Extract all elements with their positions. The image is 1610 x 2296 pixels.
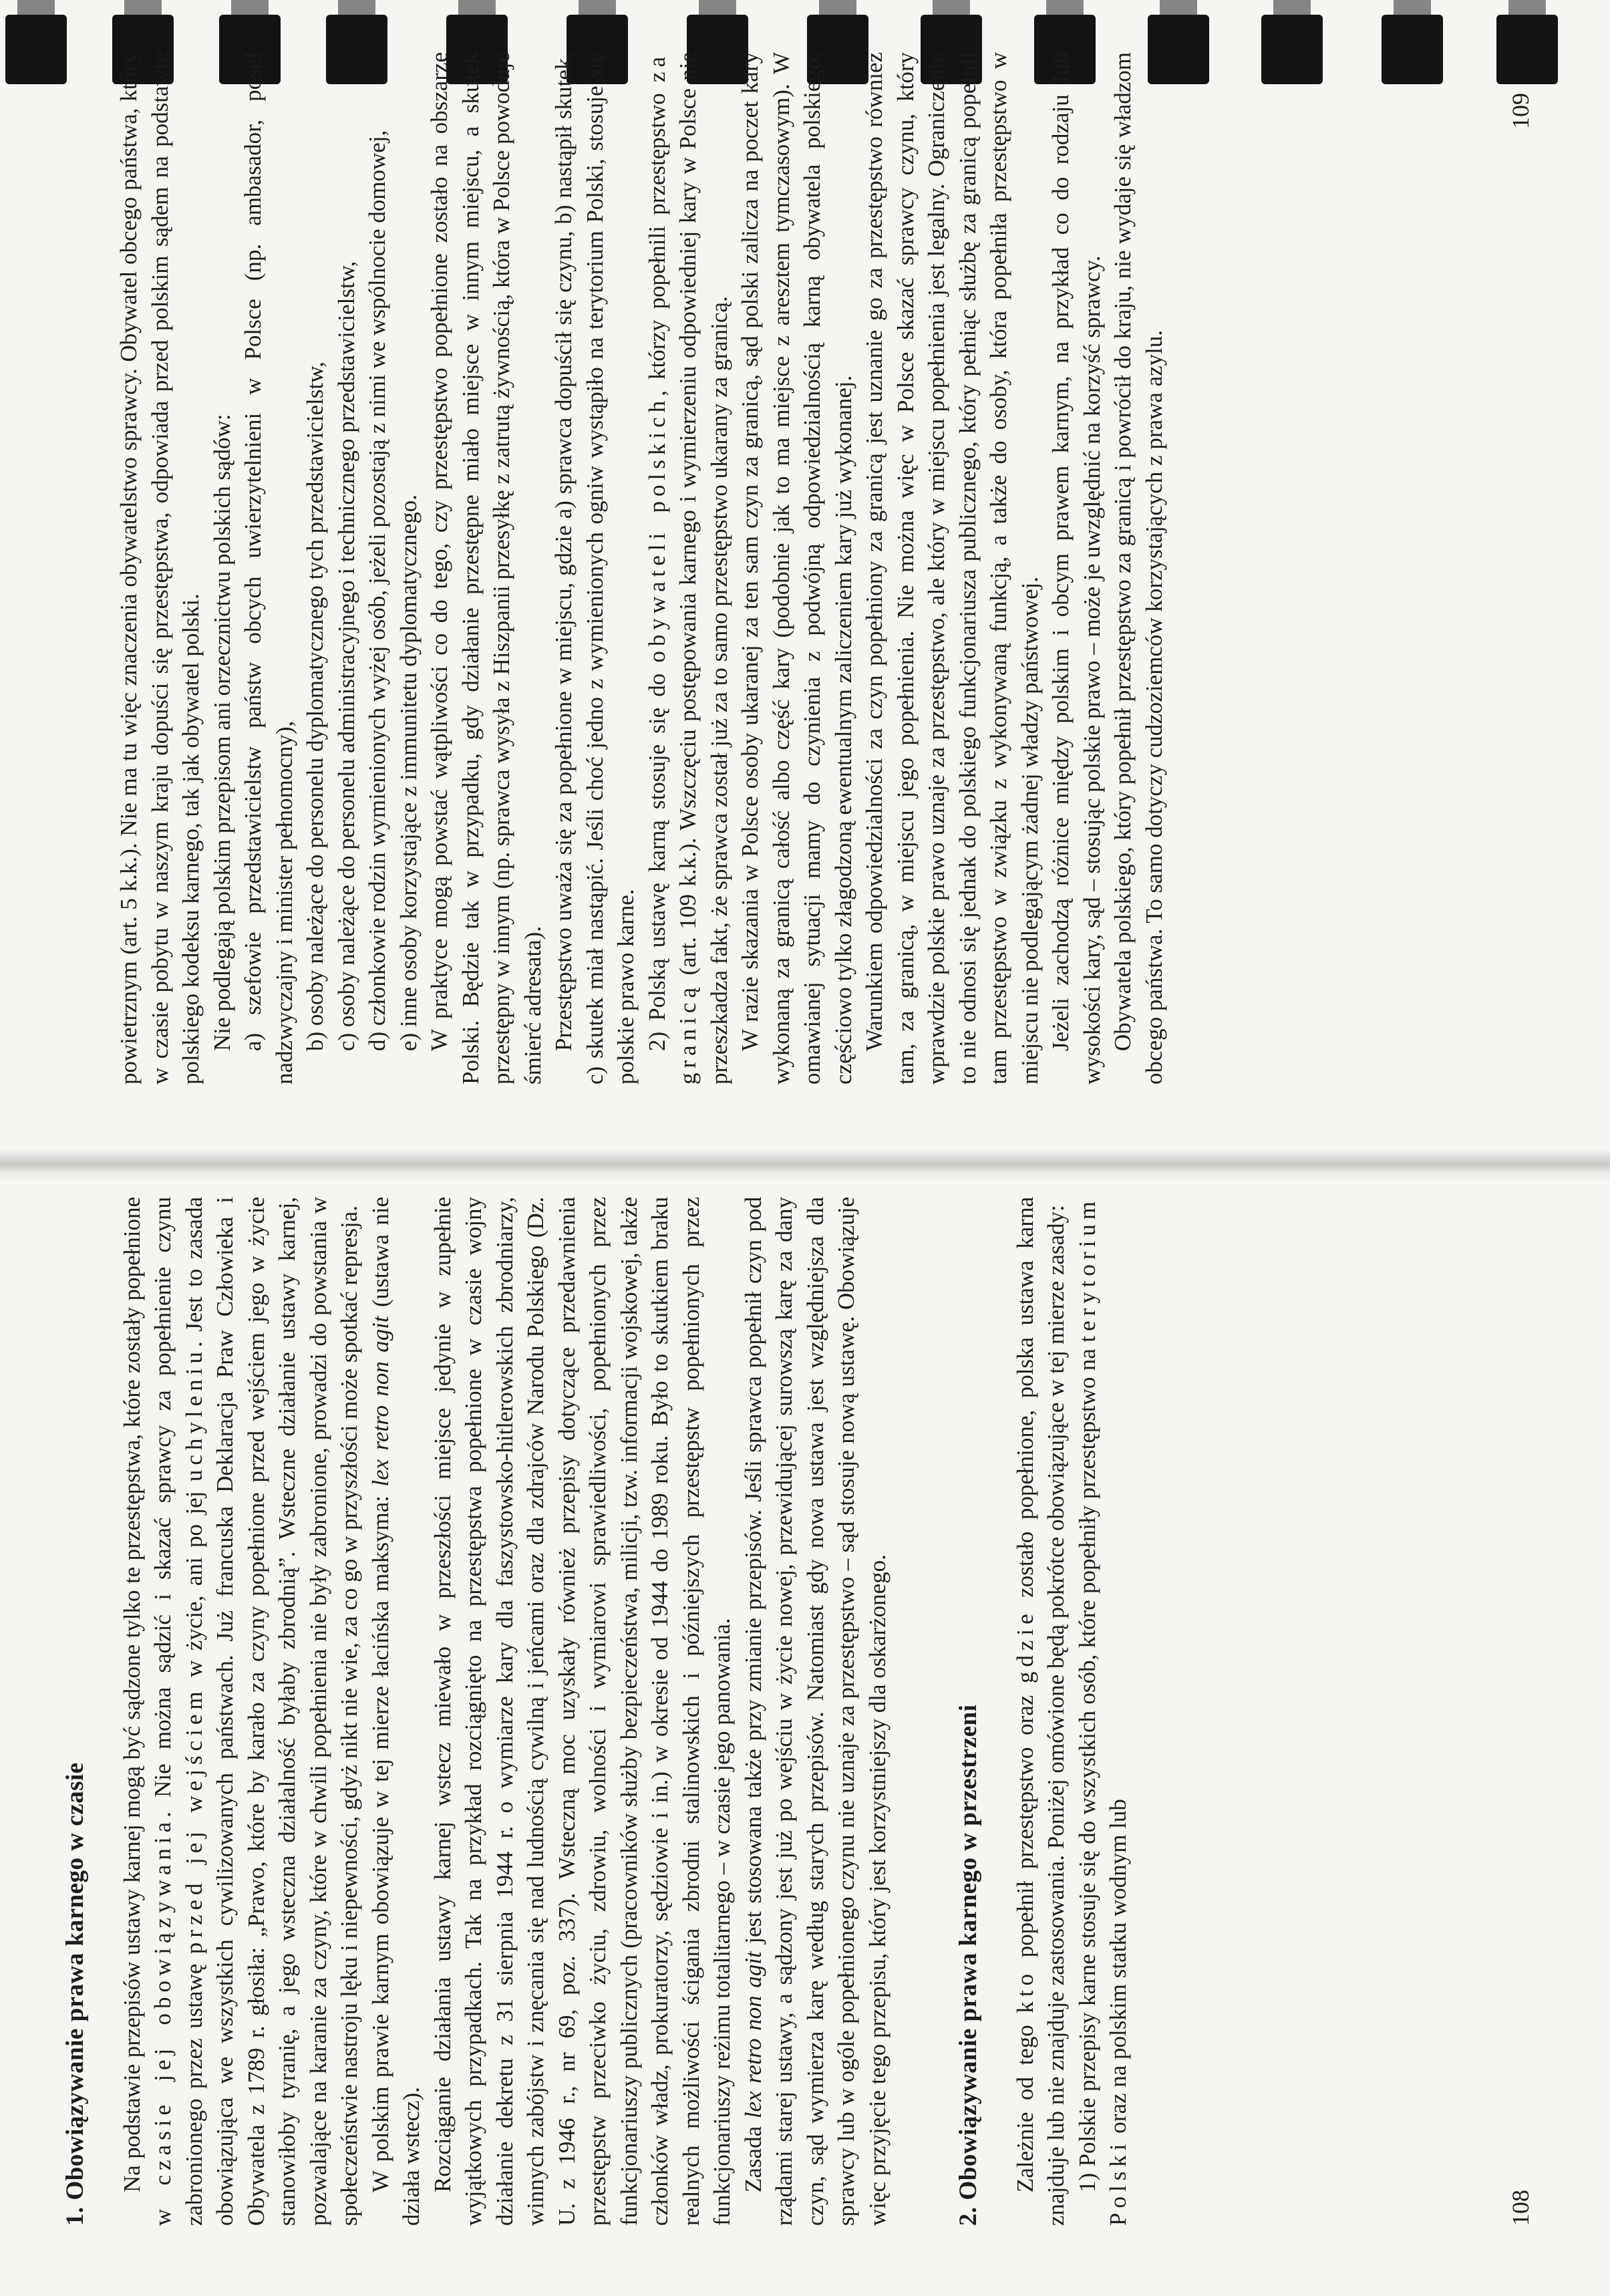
text-run: jest stosowana także przy zmianie przepisów. Jeśli sprawca popełnił czyn pod rządami starej ustawy, a sądzony jest już po wejściu w życie nowej, przewidującej surowszą karę za dany czyn, sąd wymierza karę według starych przepisów. Natomiast gdy nowa ustawa jest względniejsza dla sprawcy lub w ogóle popełnionego czynu nie uznaje za przestępstwo – sąd stosuje nową ustawę. Obowiązuje więc przyjęcie tego przepisu, który jest korzystniejszy dla oskarżonego. [740, 1196, 891, 2226]
s1-paragraph-1 [117, 1197, 365, 2226]
text-run: Zasada [740, 2118, 766, 2192]
paragraph-rule-2 [642, 52, 736, 1085]
spaced-emphasis: kto [1011, 1969, 1038, 2013]
continued-paragraph: powietrznym (art. 5 k.k.). Nie ma tu więc znaczenia obywatelstwo sprawcy. Obywatel obcego państwa, który w czasie pobytu w naszym kraju dopuści się przestępstwa, odpowiada przed polskim sądem na podstawie polskiego kodeksu karnego, tak jak obywatel polski. [116, 52, 204, 1085]
paragraph-extradition: Obywatela polskiego, który popełnił przestępstwo za granicą i powrócił do kraju, nie wydaje się władzom obcego państwa. To samo dotyczy cudzoziemców korzystających z prawa azylu. [1110, 52, 1167, 1085]
spaced-emphasis: w czasie jej obowiązywania [150, 1817, 176, 2226]
text-run: 2) Polską ustawę karną stosuje się do [643, 662, 670, 1051]
text-run: (ustawa nie działa wstecz). [367, 1197, 424, 2226]
s1-paragraph-4 [738, 1197, 894, 2226]
text-run: W polskim prawie karnym obowiązuje w tej mierze łacińska maksyma: [367, 1486, 393, 2192]
paragraph-conviction: W razie skazania w Polsce osoby ukaranej za ten sam czyn za granicą, sąd polski zalicza na poczet kary wykonaną za granicą całość albo część kary (podobnie jak to ma miejsce z aresztem tymczasowym). W omawianej sytuacji mamy do czynienia z podwójną odpowiedzialnością karną obywatela polskiego, częściowo tylko złagodzoną ewentualnym zaliczeniem kary już wykonanej. [737, 52, 856, 1085]
latin-maxim: lex retro non agit [367, 1316, 393, 1487]
paragraph-practice: W praktyce mogą powstać wątpliwości co do tego, czy przestępstwo popełnione zostało na obszarze Polski. Będzie tak w przypadku, gdy działanie przestępne miało miejsce w innym miejscu, a skutek przestępny w innym (np. sprawca wysyła z Hiszpanii przesyłkę z zatrutą żywnością, która w Polsce powoduje śmierć adresata). [426, 52, 546, 1085]
text-run: Zależnie od tego [1011, 2013, 1038, 2192]
page-number-108: 108 [1507, 2190, 1534, 2226]
latin-maxim: lex retro non agit [740, 1951, 766, 2119]
text-run: popełnił przestępstwo oraz [1011, 1683, 1038, 1969]
exemptions-intro: Nie podlegają polskim przepisom ani orzecznictwu polskich sądów: [208, 414, 235, 1051]
paragraph-condition: Warunkiem odpowiedzialności za czyn popełniony za granicą jest uznanie go za przestępstwo również tam, za granicą, w miejscu jego popełnienia. Nie można więc w Polsce skazać sprawcy czynu, który wprawdzie polskie prawo uznaje za przestępstwo, ale który w miejscu popełnienia jest legalny. Ograniczenie to nie odnosi się jednak do polskiego funkcjonariusza publicznego, który pełniąc służbę za granicą popełnił tam przestępstwo w związku z wykonywaną funkcją, a także do osoby, która popełniła przestępstwo w miejscu nie podlegającym żadnej władzy państwowej. [861, 52, 1043, 1085]
text-run: 1) Polskie przepisy karne stosuje się do wszystkich osób, które popełniły przestępstwo na [1074, 1342, 1100, 2192]
text-run: Na podstawie przepisów ustawy karnej mogą być sądzone tylko te przestępstwa, które zostały popełnione [118, 1197, 145, 2192]
paragraph-place-of-crime: Przestępstwo uważa się za popełnione w miejscu, gdzie a) sprawca dopuścił się czynu, b) nastąpił skutek, c) skutek miał nastąpić. Jeśli choć jedno z wymienionych ogniw wystąpiło na terytorium Polski, stosuje się polskie prawo karne. [550, 52, 639, 1085]
text-run: oraz na polskim statku wodnym lub [1105, 1799, 1131, 2140]
text-run: , którzy popełnili przestępstwo [643, 82, 670, 396]
exemption-item-e: e) inne osoby korzystające z immunitetu dyplomatycznego. [395, 494, 422, 1051]
spaced-emphasis: uchyleniu [180, 1347, 207, 1482]
exemption-item-a: a) szefowie przedstawicielstw państw obcych uwierzytelnieni w Polsce (np. ambasador, poseł nadzwyczajny i minister pełnomocny), [240, 52, 297, 1085]
text-run: (art. 109 k.k.). Wszczęciu postępowania karnego i wymierzeniu odpowiedniej kary w Polsce nie przeszkadza fakt, że sprawca został już za to samo przestępstwo ukarany za granicą. [675, 52, 732, 1085]
text-run: zostało popełnione, polska ustawa karna znajduje lub nie znajduje zastosowania. Poniżej omówione będą pokrótce obowiązujące w tej mierze zasady: [1011, 1197, 1069, 2226]
page-108 [0, 1148, 1610, 2296]
spaced-emphasis: gdzie [1011, 1609, 1038, 1684]
section-1-title: 1. Obowiązywanie prawa karnego w czasie [61, 1762, 89, 2226]
s2-paragraph-2 [1072, 1197, 1134, 2226]
spaced-emphasis: terytorium Polski [1074, 1197, 1131, 2226]
spaced-emphasis: obywateli polskich [643, 396, 670, 663]
spaced-emphasis: za granicą [643, 52, 701, 1085]
section-2-title: 2. Obowiązywanie prawa karnego w przestrzeni [955, 1704, 982, 2226]
page-number-109: 109 [1507, 93, 1534, 129]
exemption-item-c: c) osoby należące do personelu administracyjnego i technicznego przedstawicielstw, [333, 261, 359, 1051]
right-page-column [114, 52, 1170, 1085]
paragraph-differences: Jeżeli zachodzą różnice między polskim i obcym prawem karnym, na przykład co do rodzaju lub wysokości kary, sąd – stosując polskie prawo – może je uwzględnić na korzyść sprawcy. [1048, 52, 1105, 1085]
s1-paragraph-2 [365, 1197, 428, 2226]
text-run: . Jest to zasada obowiązująca we wszystkich cywilizowanych państwach. Już francuska Deklaracja Praw Człowieka i Obywatela z 1789 r. głosiła: „Prawo, które by karało za czyny popełnione przed wejściem jego w życie stanowiłoby tyranię, a jego wsteczna działalność byłaby zbrodnią”. Wsteczne działanie ustawy karnej, pozwalające na karanie za czyny, które w chwili popełnienia nie były zabronione, prowadzi do powstania w społeczeństwie nastroju lęku i niepewności, gdyż nikt nie wie, za co go w przyszłości może spotkać represja. [180, 1197, 362, 2226]
text-run: . Nie można sądzić i skazać sprawcy za popełnienie czynu zabronionego przez ustawę [150, 1197, 207, 2226]
s2-paragraph-1 [1010, 1197, 1072, 2226]
spaced-emphasis: przed jej wejściem [180, 1687, 207, 1955]
text-run: w życie, ani po jej [180, 1481, 207, 1687]
s1-paragraph-3: Rozciąganie działania ustawy karnej wstecz miewało w przeszłości miejsce jedynie w zupełnie wyjątkowych przypadkach. Tak na przykład rozciągnięto na przestępstwa popełnione w czasie wojny działanie dekretu z 31 sierpnia 1944 r. o wymiarze kary dla faszystowsko-hitlerowskich zbrodniarzy, winnych zabójstw i znęcania się nad ludnością cywilną i jeńcami oraz dla zdrajców Narodu Polskiego (Dz. U. z 1946 r., nr 69, poz. 337). Wsteczną moc uzyskały również przepisy dotyczące przedawnienia przestępstw przeciwko życiu, zdrowiu, wolności i wymiarowi sprawiedliwości, popełnionych przez funkcjonariuszy publicznych (pracowników służby bezpieczeństwa, milicji, tzw. informacji wojskowej, także członków władz, prokuratorzy, sędziowie i in.) w okresie od 1944 do 1989 roku. Było to skutkiem braku realnych możliwości ścigania zbrodni stalinowskich i późniejszych przestępstw popełnionych przez funkcjonariuszy reżimu totalitarnego – w czasie jego panowania. [429, 1197, 735, 2226]
exemption-item-b: b) osoby należące do personelu dyplomatycznego tych przedstawicielstw, [302, 362, 328, 1051]
exemption-item-d: d) członkowie rodzin wymienionych wyżej osób, jeżeli pozostają z nimi we wspólnocie domowej, [364, 130, 390, 1051]
left-page-column [60, 1197, 1134, 2226]
